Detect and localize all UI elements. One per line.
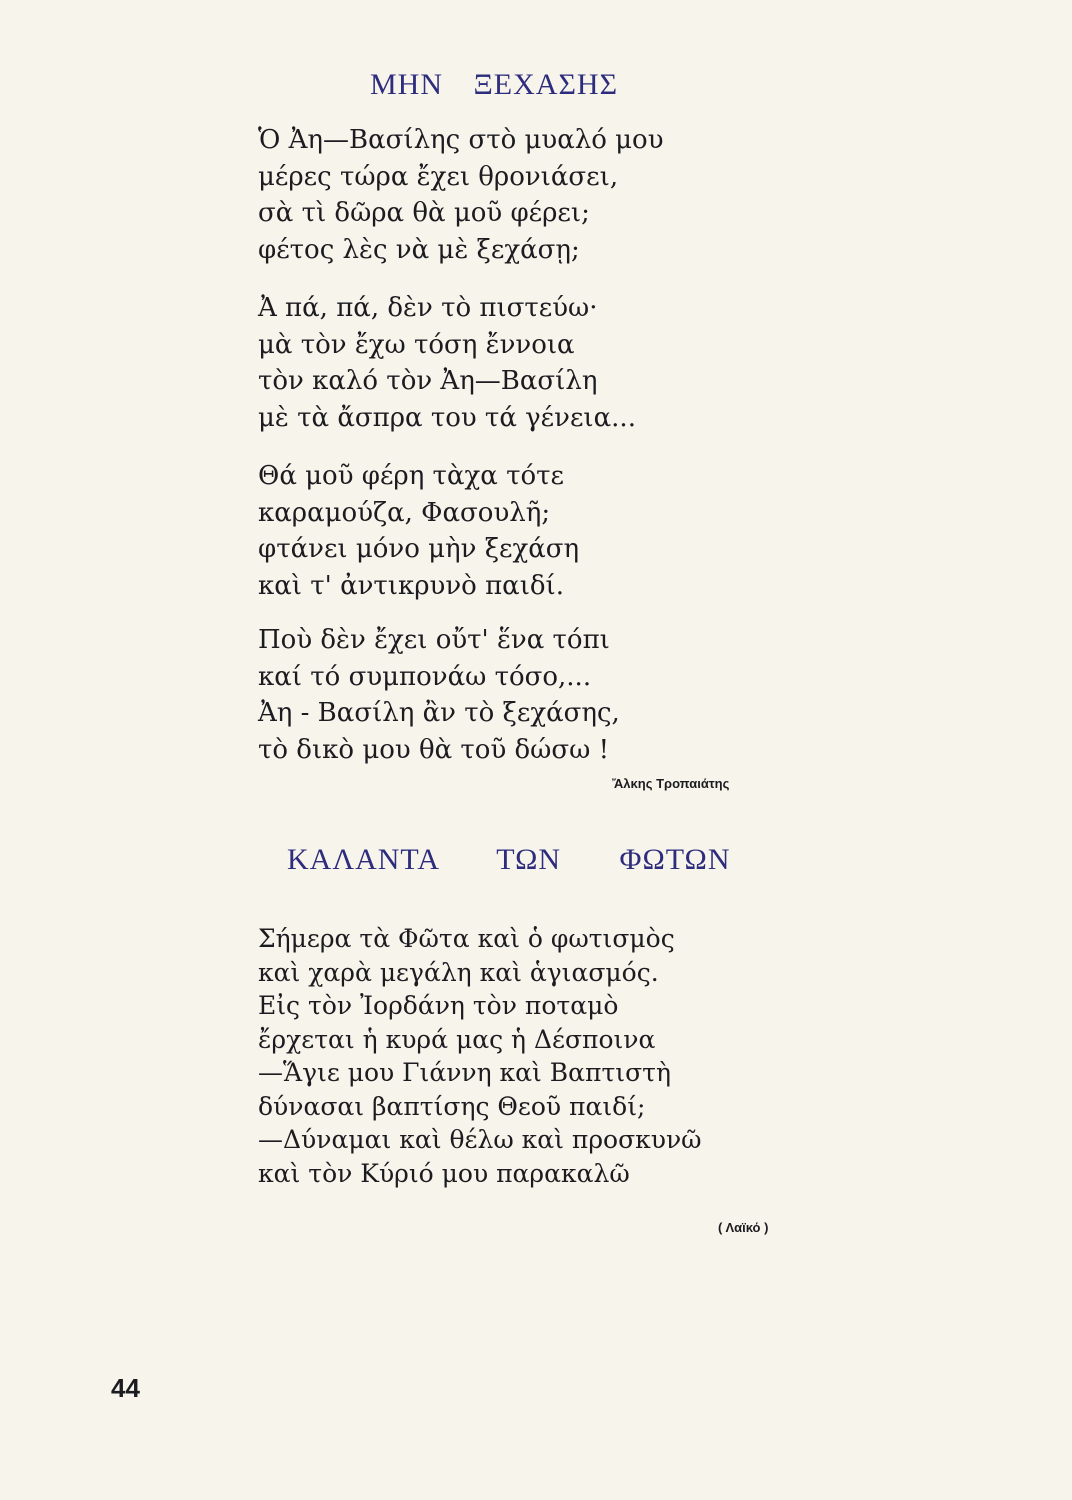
poem-line: Ποὺ δὲν ἔχει οὔτ' ἕνα τόπι <box>258 625 610 655</box>
stanza-4 <box>258 622 620 768</box>
poem-line: —Δύναμαι καὶ θέλω καὶ προσκυνῶ <box>258 1125 702 1154</box>
poem-line: καραμούζα, Φασουλῆ; <box>258 497 551 528</box>
page-number: 44 <box>111 1373 140 1403</box>
stanza-kalanda <box>258 922 702 1190</box>
poem-line: τὸν καλό τὸν Ἀη—Βασίλη <box>258 366 598 396</box>
poem-line: δύνασαι βαπτίσης Θεοῦ παιδί; <box>258 1091 646 1121</box>
poem-line: μέρες τώρα ἔχει θρονιάσει, <box>258 161 619 192</box>
poem-line: σὰ τὶ δῶρα θὰ μοῦ φέρει; <box>258 198 590 228</box>
poem-line: καὶ τ' ἀντικρυνὸ παιδί. <box>258 570 565 601</box>
poem-source: ( Λαϊκό ) <box>718 1220 769 1235</box>
stanza-3 <box>258 458 579 604</box>
poem-line: Ὁ Ἀη—Βασίλης στὸ μυαλό μου <box>258 125 664 155</box>
poem-line: φτάνει μόνο μὴν ξεχάση <box>258 534 580 564</box>
poem-line: καὶ τὸν Κύριό μου παρακαλῶ <box>258 1158 630 1188</box>
poem-title: ΜΗΝ ΞΕΧΑΣΗΣ <box>370 68 619 101</box>
poem-line: Ἀη - Βασίλη ἂν τὸ ξεχάσης, <box>258 698 620 728</box>
poem-line: —Ἅγιε μου Γιάννη καὶ Βαπτιστὴ <box>258 1058 671 1087</box>
poem-line: Ἀ πά, πά, δὲν τὸ πιστεύω· <box>258 293 598 323</box>
poem-line: Θά μοῦ φέρη τὰχα τότε <box>258 461 564 491</box>
poem-line: Σήμερα τὰ Φῶτα καὶ ὁ φωτισμὸς <box>258 924 675 953</box>
stanza-2 <box>258 290 636 436</box>
poem-title: ΚΑΛΑΝΤΑ ΤΩΝ ΦΩΤΩΝ <box>287 843 731 876</box>
poem-author: Ἄλκης Τροπαιάτης <box>612 776 730 791</box>
poem-line: τὸ δικὸ μου θὰ τοῦ δώσω ! <box>258 734 610 765</box>
poem-line: Εἰς τὸν Ἰορδάνη τὸν ποταμὸ <box>258 991 619 1020</box>
poem-line: μὲ τὰ ἄσπρα του τά γένεια... <box>258 402 636 433</box>
poem-line: καὶ χαρὰ μεγάλη καὶ ἁγιασμός. <box>258 957 659 987</box>
poem-line: ἔρχεται ἡ κυρά μας ἡ Δέσποινα <box>258 1024 656 1054</box>
stanza-1 <box>258 122 664 268</box>
poem-line: μὰ τὸν ἔχω τόση ἔννοια <box>258 329 575 360</box>
poem-line: φέτος λὲς νὰ μὲ ξεχάσῃ; <box>258 234 580 265</box>
poem-line: καί τό συμπονάω τόσο,... <box>258 661 592 692</box>
